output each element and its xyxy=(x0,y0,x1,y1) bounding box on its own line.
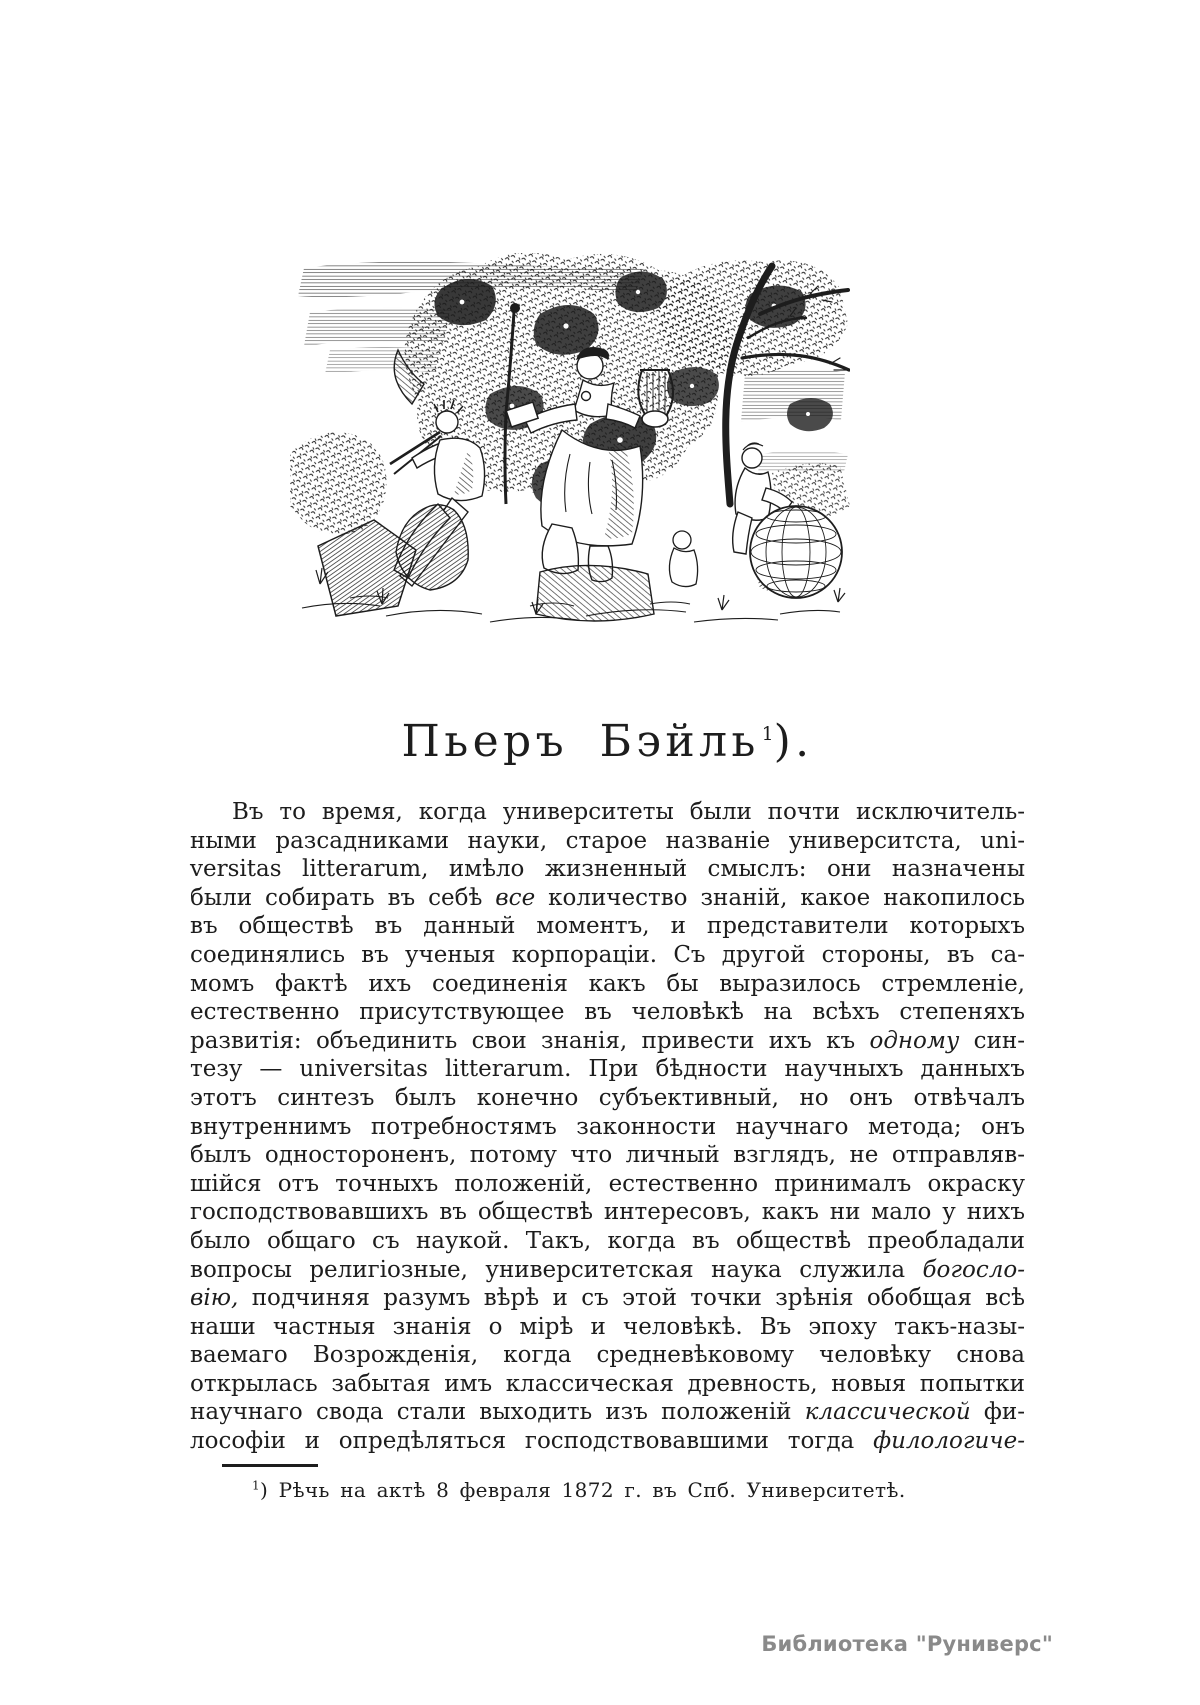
body-text xyxy=(190,798,1025,1456)
text-line: научнаго свода стали выходить изъ положеній классической фи- xyxy=(190,1399,1025,1426)
text-line: versitas litterarum, имѣло жизненный смыслъ: они назначены xyxy=(190,856,1025,883)
text-line: было общаго съ наукой. Такъ, когда въ обществѣ преобладали xyxy=(190,1227,1025,1254)
text-line: внутреннимъ потребностямъ законности научнаго метода; онъ xyxy=(190,1113,1025,1140)
text-line: этотъ синтезъ былъ конечно субъективный, но онъ отвѣчалъ xyxy=(190,1084,1025,1111)
text-line: развитія: объединить свои знанія, привести ихъ къ одному син- xyxy=(190,1027,1025,1054)
title-suffix: ). xyxy=(773,716,814,767)
text-line: естественно присутствующее въ человѣкѣ на всѣхъ степеняхъ xyxy=(190,999,1025,1026)
footnote-marker: 1 xyxy=(252,1478,261,1493)
watermark: Библиотека "Руниверс" xyxy=(761,1632,1053,1656)
engraving-illustration xyxy=(290,253,850,635)
text-line: лософіи и опредѣляться господствовавшими тогда филологиче- xyxy=(190,1428,1025,1455)
staff-top xyxy=(510,303,520,313)
celestial-sphere xyxy=(750,506,842,598)
title-text: Пьеръ Бэйль xyxy=(401,716,760,767)
text-line: шійся отъ точныхъ положеній, естественно принималъ окраску xyxy=(190,1170,1025,1197)
text-line: тезу — universitas litterarum. При бѣдности научныхъ данныхъ xyxy=(190,1056,1025,1083)
text-line: открылась забытая имъ классическая древность, новыя попытки xyxy=(190,1370,1025,1397)
title-footnote-reference: 1 xyxy=(761,724,774,746)
putto-figure xyxy=(669,531,697,587)
text-line: вію, подчиняя разумъ вѣрѣ и съ этой точки зрѣнія обобщая всѣ xyxy=(190,1285,1025,1312)
text-line: момъ фактѣ ихъ соединенія какъ бы выразилось стремленіе, xyxy=(190,970,1025,997)
text-line: были собирать въ себѣ все количество знаній, какое накопилось xyxy=(190,884,1026,911)
text-line: господствовавшихъ въ обществѣ интересовъ, какъ ни мало у нихъ xyxy=(190,1199,1025,1226)
page-title xyxy=(190,716,1025,767)
footnote-text: ) Рѣчь на актѣ 8 февраля 1872 г. въ Спб. Университетѣ. xyxy=(260,1478,906,1502)
footnote xyxy=(252,1478,1032,1502)
text-line: ваемаго Возрожденія, когда средневѣковому человѣку снова xyxy=(190,1342,1025,1369)
text-line: ными разсадниками науки, старое названіе университста, uni- xyxy=(190,827,1025,854)
text-line: Въ то время, когда университеты были почти исключитель- xyxy=(232,799,1025,825)
text-line: вопросы религіозные, университетская наука служила богосло- xyxy=(190,1256,1025,1283)
text-line: въ обществѣ въ данный моментъ, и представители которыхъ xyxy=(190,913,1025,940)
text-line: былъ одностороненъ, потому что личный взглядъ, не отправляв- xyxy=(190,1142,1025,1169)
footnote-divider xyxy=(222,1464,318,1467)
text-line: наши частныя знанія о мірѣ и человѣкѣ. Въ эпоху такъ-назы- xyxy=(190,1313,1025,1340)
text-line: соединялись въ ученыя корпораціи. Съ другой стороны, въ са- xyxy=(190,941,1025,968)
